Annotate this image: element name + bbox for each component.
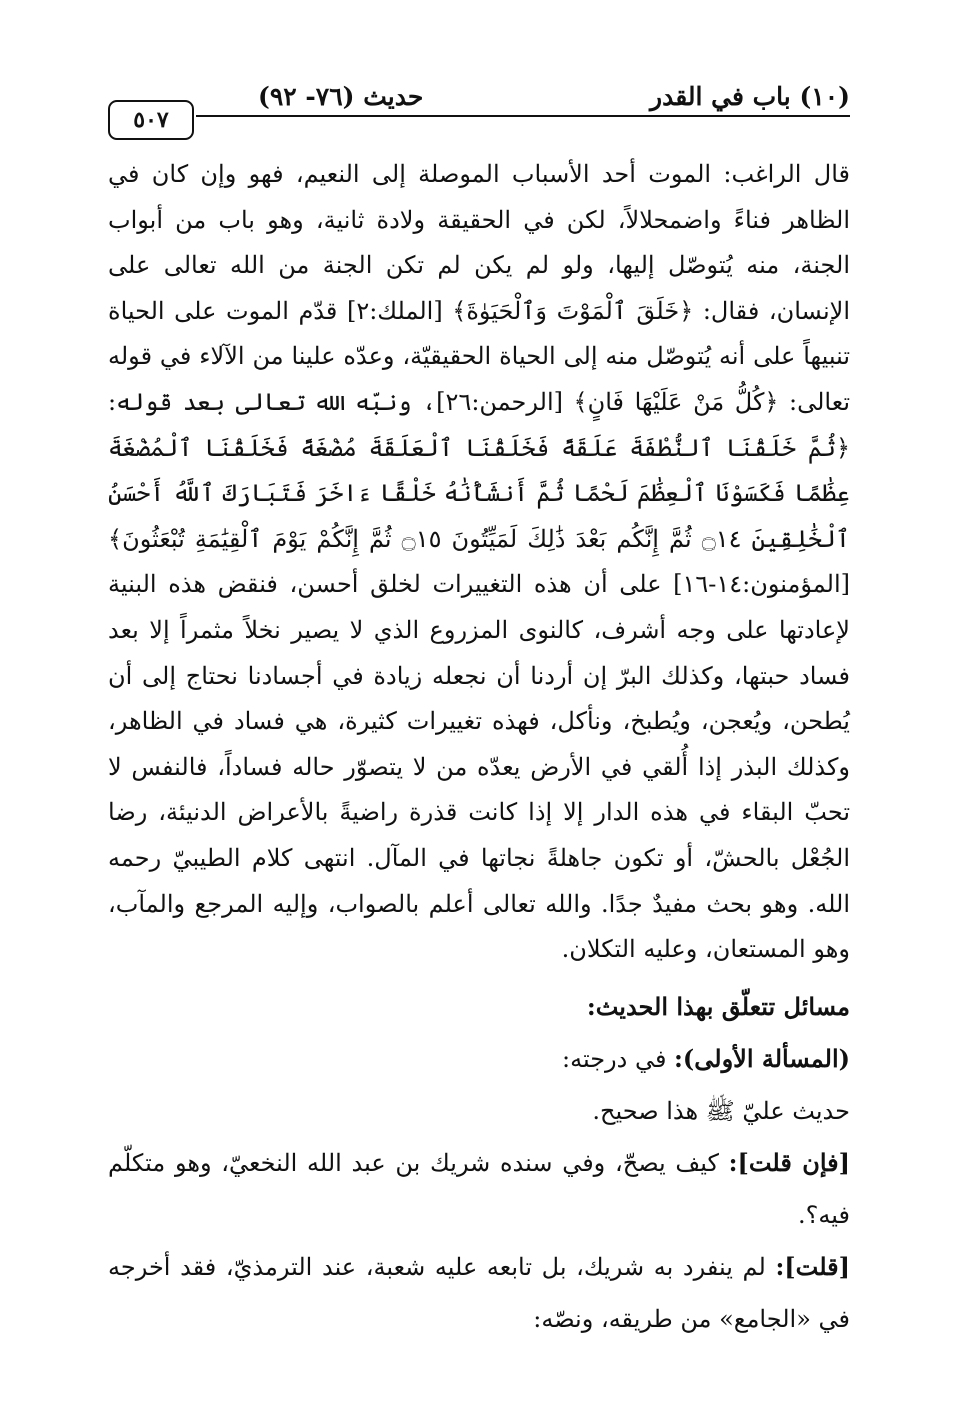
answer-label: [قلت]: xyxy=(775,1251,850,1281)
hadith-range: حديث (٧٦- ٩٢) xyxy=(258,82,424,111)
question-paragraph xyxy=(108,1137,850,1241)
chapter-title: (١٠) باب في القدر xyxy=(650,82,850,111)
page-body xyxy=(108,152,850,1345)
commentary-paragraph: قال الراغب: الموت أحد الأسباب الموصلة إلى النعيم، فهو وإن كان في الظاهر فناءً واضمحلالاً، لكن في الحقيقة ولادة ثانية، وهو باب من أبواب الجنة، منه يُتوصّل إليها، ولو لم يكن لم تكن الجنة من الله تعالى على الإنسان، فقال: ﴿خَلَقَ ٱلْمَوْتَ وَٱلْحَيَوٰةَ﴾ [الملك:٢] قدّم الموت على الحياة تنبيهاً على أنه يُتوصّل منه إلى الحياة الحقيقيّة، وعدّه علينا من الآلاء في قوله تعالى: ﴿كُلُّ مَنْ عَلَيْهَا فَانٍ﴾ [الرحمن:٢٦]، ونبّه الله تعالى بعد قوله: ﴿ثُمَّ خَلَقْنَا ٱلنُّطْفَةَ عَلَقَةً فَخَلَقْنَا ٱلْعَلَقَةَ مُضْغَةً فَخَلَقْنَا ٱلْمُضْغَةَ عِظَٰمًا فَكَسَوْنَا ٱلْعِظَٰمَ لَحْمًا ثُمَّ أَنشَأْنَٰهُ خَلْقًا ءَاخَرَ فَتَبَارَكَ ٱللَّهُ أَحْسَنُ ٱلْخَٰلِقِينَ ۝١٤ ثُمَّ إِنَّكُم بَعْدَ ذَٰلِكَ لَمَيِّتُونَ ۝١٥ ثُمَّ إِنَّكُمْ يَوْمَ ٱلْقِيَٰمَةِ تُبْعَثُونَ﴾ [المؤمنون:١٤-١٦] على أن هذه التغييرات لخلق أحسن، فنقض هذه البنية لإعادتها على وجه أشرف، كالنوى المزروع الذي لا يصير نخلاً مثمراً إلا بعد فساد حبتها، وكذلك البرّ إن أردنا أن نجعله زيادة في أجسادنا نحتاج إلى أن يُطحن، ويُعجن، ويُطبخ، ونأكل، فهذه تغييرات كثيرة، هي فساد في الظاهر، وكذلك البذر إذا أُلقي في الأرض يعدّه من لا يتصوّر حاله فساداً، فالنفس لا تحبّ البقاء في هذه الدار إلا إذا كانت قذرة راضيةً بالأعراض الدنيئة، رضا الجُعْل بالحشّ، أو تكون جاهلةً نجاتها في المآل. انتهى كلام الطيبيّ رحمه الله. وهو بحث مفيدٌ جدًا. والله تعالى أعلم بالصواب، وإليه المرجع والمآب، وهو المستعان، وعليه التكلان. xyxy=(108,160,851,964)
issue-line xyxy=(108,1033,850,1085)
section-heading: مسائل تتعلّق بهذا الحديث: xyxy=(586,991,850,1021)
answer-paragraph xyxy=(108,1241,850,1345)
answer-text: لم ينفرد به شريك، بل تابعه عليه شعبة، عند الترمذيّ، فقد أخرجه في «الجامع» من طريقه، ونصّه: xyxy=(108,1252,850,1333)
page-header xyxy=(108,70,850,133)
grade-line: حديث عليّ ﷺ هذا صحيح. xyxy=(592,1096,850,1125)
question-label: [فإن قلت]: xyxy=(728,1147,850,1177)
issue-label: (المسألة الأولى): xyxy=(674,1043,850,1073)
question-text: كيف يصحّ، وفي سنده شريك بن عبد الله النخعيّ، وهو متكلّم فيه؟. xyxy=(108,1148,850,1229)
issue-text: في درجته: xyxy=(562,1044,675,1073)
page-number: ٥٠٧ xyxy=(108,100,194,140)
header-rule xyxy=(196,115,850,117)
